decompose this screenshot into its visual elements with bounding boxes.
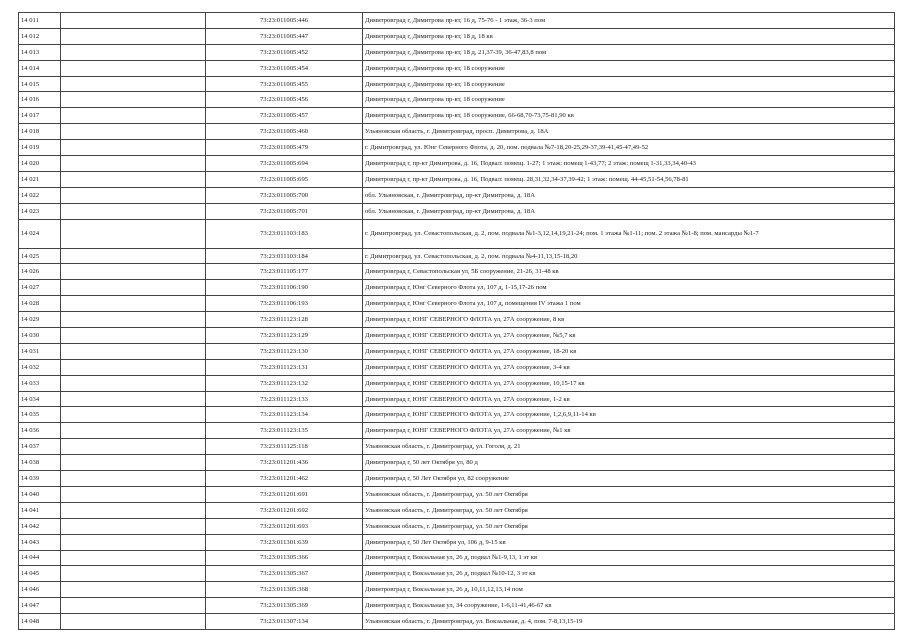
table-row (19, 108, 895, 124)
row-number-cell: 14 022 (19, 187, 61, 203)
address-cell: г. Димитровград, ул. Севастопольская, д. 2, пом. подвала №1-3,12,14,19,21-24; пом. 1 этажа №1-11; пом. 2 этажа №1-8; пом. мансарды №1-7 (363, 219, 895, 248)
cadastral-number-cell: 73:23:011125:118 (206, 439, 363, 455)
cadastral-number-cell: 73:23:011123:128 (206, 312, 363, 328)
empty-cell (61, 502, 206, 518)
row-number-cell: 14 011 (19, 13, 61, 29)
registry-table-body (19, 13, 895, 630)
table-row (19, 502, 895, 518)
table-row (19, 296, 895, 312)
empty-cell (61, 280, 206, 296)
address-cell: Ульяновская область, г. Димитровград, ул. 50 лет Октября (363, 518, 895, 534)
table-row (19, 171, 895, 187)
cadastral-number-cell: 73:23:011005:454 (206, 60, 363, 76)
row-number-cell: 14 039 (19, 471, 61, 487)
cadastral-number-cell: 73:23:011201:693 (206, 518, 363, 534)
empty-cell (61, 76, 206, 92)
row-number-cell: 14 015 (19, 76, 61, 92)
table-row (19, 156, 895, 172)
table-row (19, 598, 895, 614)
row-number-cell: 14 041 (19, 502, 61, 518)
row-number-cell: 14 016 (19, 92, 61, 108)
address-cell: Димитровград г, ЮНГ СЕВЕРНОГО ФЛОТА ул, 27А сооружение, 8 кв (363, 312, 895, 328)
empty-cell (61, 108, 206, 124)
cadastral-number-cell: 73:23:011123:130 (206, 343, 363, 359)
table-row (19, 203, 895, 219)
empty-cell (61, 28, 206, 44)
table-row (19, 518, 895, 534)
cadastral-number-cell: 73:23:011106:190 (206, 280, 363, 296)
row-number-cell: 14 021 (19, 171, 61, 187)
registry-table (18, 12, 895, 630)
row-number-cell: 14 027 (19, 280, 61, 296)
table-row (19, 264, 895, 280)
address-cell: Димитровград г, 50 Лет Октября ул, 82 сооружение (363, 471, 895, 487)
cadastral-number-cell: 73:23:011005:456 (206, 92, 363, 108)
empty-cell (61, 219, 206, 248)
empty-cell (61, 248, 206, 264)
empty-cell (61, 296, 206, 312)
address-cell: Димитровград г, Вокзальная ул, 26 д, 10,11,12,13,14 пом (363, 582, 895, 598)
row-number-cell: 14 024 (19, 219, 61, 248)
cadastral-number-cell: 73:23:011305:366 (206, 550, 363, 566)
table-row (19, 423, 895, 439)
table-row (19, 76, 895, 92)
registry-sheet (18, 12, 894, 630)
table-row (19, 28, 895, 44)
address-cell: Димитровград г, ЮНГ СЕВЕРНОГО ФЛОТА ул, 27А сооружение, 1-2 кв (363, 391, 895, 407)
row-number-cell: 14 031 (19, 343, 61, 359)
address-cell: г. Димитровград, ул. Севастопольская, д. 2, пом. подвала №4-11,13,15-18,20 (363, 248, 895, 264)
empty-cell (61, 92, 206, 108)
address-cell: Димитровград г, Юнг Северного Флота ул, 107 д, 1-15,17-26 пом (363, 280, 895, 296)
cadastral-number-cell: 73:23:011305:368 (206, 582, 363, 598)
cadastral-number-cell: 73:23:011005:460 (206, 124, 363, 140)
empty-cell (61, 534, 206, 550)
address-cell: Димитровград г, ЮНГ СЕВЕРНОГО ФЛОТА ул, 27А сооружение, №5,7 кв (363, 328, 895, 344)
address-cell: Димитровград г, Димитрова пр-кт, 18 сооружение, 66-68,70-73,75-81,90 кв (363, 108, 895, 124)
table-row (19, 582, 895, 598)
address-cell: Ульяновская область, г. Димитровград, ул. Гоголя, д. 21 (363, 439, 895, 455)
empty-cell (61, 13, 206, 29)
address-cell: Димитровград г, Севастопольская ул, 5Б сооружение, 21-26, 31-48 кв (363, 264, 895, 280)
empty-cell (61, 124, 206, 140)
address-cell: Димитровград г, Вокзальная ул, 26 д, подвал №10-12, 3 эт кв (363, 566, 895, 582)
table-row (19, 248, 895, 264)
address-cell: Димитровград г, Димитрова пр-кт, 18 д, 21,37-39, 36-47,83,8 пом (363, 44, 895, 60)
row-number-cell: 14 035 (19, 407, 61, 423)
cadastral-number-cell: 73:23:011103:183 (206, 219, 363, 248)
cadastral-number-cell: 73:23:011123:134 (206, 407, 363, 423)
table-row (19, 455, 895, 471)
table-row (19, 359, 895, 375)
address-cell: Ульяновская область, г. Димитровград, ул. Вокзальная, д. 4, пом. 7-8,13,15-19 (363, 614, 895, 630)
address-cell: Ульяновская область, г. Димитровград, ул. 50 лет Октября (363, 502, 895, 518)
empty-cell (61, 312, 206, 328)
cadastral-number-cell: 73:23:011005:446 (206, 13, 363, 29)
address-cell: Димитровград г, 50 Лет Октября ул, 106 д, 9-15 кв (363, 534, 895, 550)
cadastral-number-cell: 73:23:011005:694 (206, 156, 363, 172)
row-number-cell: 14 047 (19, 598, 61, 614)
cadastral-number-cell: 73:23:011103:184 (206, 248, 363, 264)
row-number-cell: 14 013 (19, 44, 61, 60)
row-number-cell: 14 032 (19, 359, 61, 375)
empty-cell (61, 486, 206, 502)
address-cell: Димитровград г, ЮНГ СЕВЕРНОГО ФЛОТА ул, 27А сооружение, 10,15-17 кв (363, 375, 895, 391)
empty-cell (61, 407, 206, 423)
row-number-cell: 14 017 (19, 108, 61, 124)
cadastral-number-cell: 73:23:011005:701 (206, 203, 363, 219)
table-row (19, 566, 895, 582)
empty-cell (61, 343, 206, 359)
row-number-cell: 14 034 (19, 391, 61, 407)
address-cell: Димитровград г, Димитрова пр-кт, 16 д, 75-76 - 1 этаж, 36-3 пом (363, 13, 895, 29)
address-cell: Димитровград г, ЮНГ СЕВЕРНОГО ФЛОТА ул, 27А сооружение, 18-20 кв (363, 343, 895, 359)
row-number-cell: 14 044 (19, 550, 61, 566)
cadastral-number-cell: 73:23:011201:692 (206, 502, 363, 518)
table-row (19, 375, 895, 391)
table-row (19, 44, 895, 60)
table-row (19, 140, 895, 156)
address-cell: Димитровград г, Юнг Северного Флота ул, 107 д, помещения IV этажа 1 пом (363, 296, 895, 312)
address-cell: Димитровград г, Димитрова пр-кт, 18 д, 18 кв (363, 28, 895, 44)
row-number-cell: 14 036 (19, 423, 61, 439)
table-row (19, 534, 895, 550)
empty-cell (61, 328, 206, 344)
empty-cell (61, 550, 206, 566)
address-cell: Димитровград г, Димитрова пр-кт, 18 сооружение (363, 76, 895, 92)
row-number-cell: 14 028 (19, 296, 61, 312)
row-number-cell: 14 029 (19, 312, 61, 328)
table-row (19, 439, 895, 455)
cadastral-number-cell: 73:23:011123:131 (206, 359, 363, 375)
empty-cell (61, 518, 206, 534)
table-row (19, 124, 895, 140)
cadastral-number-cell: 73:23:011005:447 (206, 28, 363, 44)
empty-cell (61, 439, 206, 455)
table-row (19, 219, 895, 248)
address-cell: Димитровград г, Димитрова пр-кт, 18 сооружение (363, 60, 895, 76)
table-row (19, 550, 895, 566)
address-cell: Димитровград г, ЮНГ СЕВЕРНОГО ФЛОТА ул, 27А сооружение, №1 кв (363, 423, 895, 439)
row-number-cell: 14 019 (19, 140, 61, 156)
empty-cell (61, 140, 206, 156)
empty-cell (61, 614, 206, 630)
address-cell: Димитровград г, 50 лет Октября ул, 80 д (363, 455, 895, 471)
row-number-cell: 14 045 (19, 566, 61, 582)
cadastral-number-cell: 73:23:011105:177 (206, 264, 363, 280)
address-cell: г. Димитровград, ул. Юнг Северного Флота, д. 20, пом. подвала №7-18,20-25,29-37,39-41,45-47,49-52 (363, 140, 895, 156)
empty-cell (61, 455, 206, 471)
empty-cell (61, 359, 206, 375)
row-number-cell: 14 025 (19, 248, 61, 264)
cadastral-number-cell: 73:23:011005:479 (206, 140, 363, 156)
row-number-cell: 14 012 (19, 28, 61, 44)
table-row (19, 92, 895, 108)
table-row (19, 471, 895, 487)
empty-cell (61, 156, 206, 172)
cadastral-number-cell: 73:23:011005:452 (206, 44, 363, 60)
cadastral-number-cell: 73:23:011005:695 (206, 171, 363, 187)
row-number-cell: 14 023 (19, 203, 61, 219)
cadastral-number-cell: 73:23:011005:457 (206, 108, 363, 124)
table-row (19, 312, 895, 328)
empty-cell (61, 187, 206, 203)
empty-cell (61, 44, 206, 60)
empty-cell (61, 423, 206, 439)
empty-cell (61, 566, 206, 582)
cadastral-number-cell: 73:23:011305:369 (206, 598, 363, 614)
address-cell: Димитровград г, ЮНГ СЕВЕРНОГО ФЛОТА ул, 27А сооружение, 1,2,6,9,11-14 кв (363, 407, 895, 423)
row-number-cell: 14 018 (19, 124, 61, 140)
table-row (19, 343, 895, 359)
table-row (19, 328, 895, 344)
row-number-cell: 14 037 (19, 439, 61, 455)
table-row (19, 391, 895, 407)
cadastral-number-cell: 73:23:011307:134 (206, 614, 363, 630)
address-cell: Димитровград г, Вокзальная ул, 34 сооружение, 1-6,11-41,46-67 кв (363, 598, 895, 614)
row-number-cell: 14 030 (19, 328, 61, 344)
address-cell: Димитровград г, пр-кт Димитрова, д. 16, Подвал: помещ. 1-27; 1 этаж: помещ 1-43,77; 2 этаж: помещ 1-31,33,34,40-43 (363, 156, 895, 172)
cadastral-number-cell: 73:23:011123:135 (206, 423, 363, 439)
empty-cell (61, 391, 206, 407)
table-row (19, 486, 895, 502)
empty-cell (61, 60, 206, 76)
cadastral-number-cell: 73:23:011106:193 (206, 296, 363, 312)
empty-cell (61, 375, 206, 391)
address-cell: обл. Ульяновская, г. Димитровград, пр-кт Димитрова, д. 18А (363, 203, 895, 219)
row-number-cell: 14 046 (19, 582, 61, 598)
address-cell: Димитровград г, пр-кт Димитрова, д. 16, Подвал: помещ. 28,31,32,34-37,39-42; 1 этаж: помещ. 44-45,51-54,56,78-81 (363, 171, 895, 187)
table-row (19, 60, 895, 76)
cadastral-number-cell: 73:23:011123:133 (206, 391, 363, 407)
row-number-cell: 14 043 (19, 534, 61, 550)
address-cell: Ульяновская область, г. Димитровград, просп. Димитрова, д. 18А (363, 124, 895, 140)
empty-cell (61, 171, 206, 187)
cadastral-number-cell: 73:23:011005:700 (206, 187, 363, 203)
cadastral-number-cell: 73:23:011201:436 (206, 455, 363, 471)
row-number-cell: 14 033 (19, 375, 61, 391)
cadastral-number-cell: 73:23:011123:129 (206, 328, 363, 344)
address-cell: Ульяновская область, г. Димитровград, ул. 50 лет Октября (363, 486, 895, 502)
cadastral-number-cell: 73:23:011201:691 (206, 486, 363, 502)
table-row (19, 187, 895, 203)
cadastral-number-cell: 73:23:011301:639 (206, 534, 363, 550)
cadastral-number-cell: 73:23:011123:132 (206, 375, 363, 391)
table-row (19, 614, 895, 630)
address-cell: Димитровград г, Вокзальная ул, 26 д, подвал №1-9,13, 1 эт кв (363, 550, 895, 566)
row-number-cell: 14 020 (19, 156, 61, 172)
empty-cell (61, 598, 206, 614)
table-row (19, 280, 895, 296)
row-number-cell: 14 014 (19, 60, 61, 76)
table-row (19, 407, 895, 423)
cadastral-number-cell: 73:23:011305:367 (206, 566, 363, 582)
address-cell: обл. Ульяновская, г. Димитровград, пр-кт Димитрова, д. 18А (363, 187, 895, 203)
empty-cell (61, 582, 206, 598)
empty-cell (61, 203, 206, 219)
cadastral-number-cell: 73:23:011201:462 (206, 471, 363, 487)
cadastral-number-cell: 73:23:011005:455 (206, 76, 363, 92)
row-number-cell: 14 026 (19, 264, 61, 280)
table-row (19, 13, 895, 29)
row-number-cell: 14 048 (19, 614, 61, 630)
empty-cell (61, 264, 206, 280)
address-cell: Димитровград г, ЮНГ СЕВЕРНОГО ФЛОТА ул, 27А сооружение, 3-4 кв (363, 359, 895, 375)
row-number-cell: 14 042 (19, 518, 61, 534)
row-number-cell: 14 038 (19, 455, 61, 471)
address-cell: Димитровград г, Димитрова пр-кт, 18 сооружение (363, 92, 895, 108)
row-number-cell: 14 040 (19, 486, 61, 502)
empty-cell (61, 471, 206, 487)
